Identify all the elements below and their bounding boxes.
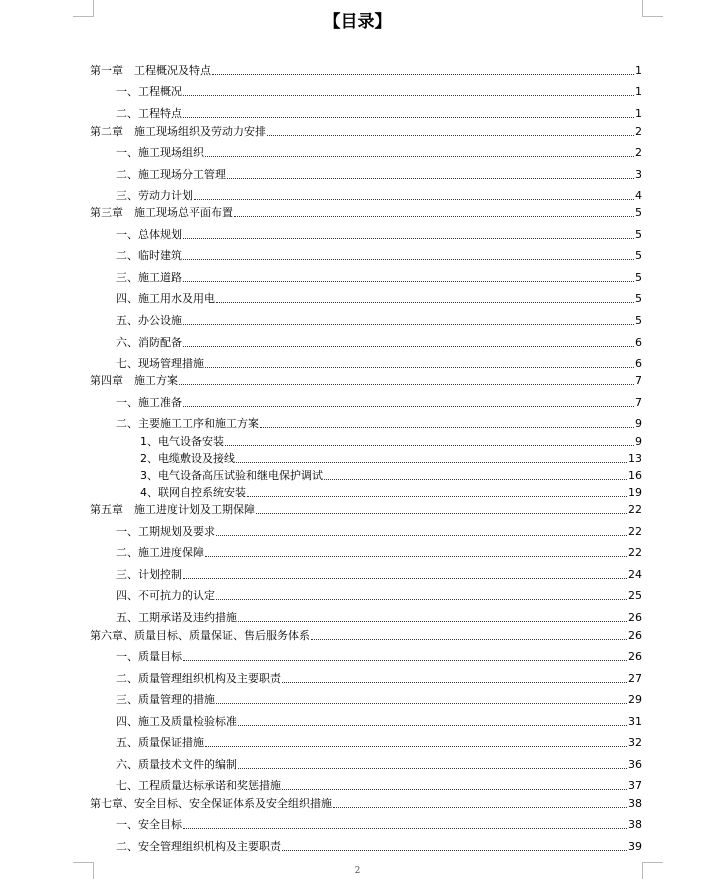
toc-entry-page: 22 <box>628 503 642 516</box>
toc-dot-leader <box>311 639 627 640</box>
toc-dot-leader <box>236 462 627 463</box>
toc-entry-label: 二、工程特点 <box>116 107 182 120</box>
toc-dot-leader <box>205 746 627 747</box>
toc-entry-page: 25 <box>628 589 642 602</box>
toc-dot-leader <box>282 789 627 790</box>
toc-dot-leader <box>333 807 627 808</box>
toc-entry-label: 四、施工用水及用电 <box>116 292 215 305</box>
toc-entry-label: 4、联网自控系统安装 <box>140 486 246 499</box>
toc-entry-label: 二、质量管理组织机构及主要职责 <box>116 672 281 685</box>
toc-entry-label: 三、质量管理的措施 <box>116 693 215 706</box>
toc-title: 【目录】 <box>323 12 392 32</box>
toc-entry-page: 6 <box>635 357 642 370</box>
toc-entry[interactable] <box>116 83 642 99</box>
toc-dot-leader <box>247 496 627 497</box>
toc-dot-leader <box>267 135 634 136</box>
toc-entry-label: 三、劳动力计划 <box>116 189 193 202</box>
toc-entry-page: 22 <box>628 546 642 559</box>
toc-entry-page: 31 <box>628 715 642 728</box>
toc-entry-label: 一、工期规划及要求 <box>116 525 215 538</box>
toc-entry-label: 七、工程质量达标承诺和奖惩措施 <box>116 779 281 792</box>
toc-entry[interactable] <box>116 691 642 707</box>
toc-entry-label: 第四章 施工方案 <box>90 374 178 387</box>
toc-entry-page: 39 <box>628 840 642 853</box>
toc-entry-page: 4 <box>635 189 642 202</box>
toc-dot-leader <box>225 445 634 446</box>
toc-entry-page: 37 <box>628 779 642 792</box>
toc-entry-label: 三、计划控制 <box>116 568 182 581</box>
toc-entry-label: 一、施工准备 <box>116 396 182 409</box>
toc-dot-leader <box>183 660 627 661</box>
toc-entry-page: 19 <box>628 486 642 499</box>
toc-dot-leader <box>205 556 627 557</box>
toc-entry-page: 36 <box>628 758 642 771</box>
toc-dot-leader <box>216 599 627 600</box>
toc-dot-leader <box>183 281 634 282</box>
toc-entry-page: 32 <box>628 736 642 749</box>
toc-entry[interactable] <box>116 394 642 410</box>
toc-entry-label: 四、不可抗力的认定 <box>116 589 215 602</box>
toc-entry[interactable] <box>90 123 642 139</box>
toc-entry-page: 5 <box>635 206 642 219</box>
toc-entry-label: 一、安全目标 <box>116 818 182 831</box>
toc-entry[interactable] <box>116 290 642 306</box>
toc-dot-leader <box>216 535 627 536</box>
toc-entry-page: 9 <box>635 435 642 448</box>
toc-entry[interactable] <box>116 816 642 832</box>
toc-dot-leader <box>227 178 634 179</box>
toc-entry-page: 38 <box>628 818 642 831</box>
toc-entry-label: 一、施工现场组织 <box>116 146 204 159</box>
toc-entry-label: 3、电气设备高压试验和继电保护调试 <box>140 469 323 482</box>
toc-entry-label: 第一章 工程概况及特点 <box>90 64 211 77</box>
toc-entry[interactable] <box>116 566 642 582</box>
toc-entry-page: 5 <box>635 249 642 262</box>
toc-entry-page: 16 <box>628 469 642 482</box>
toc-entry-page: 24 <box>628 568 642 581</box>
toc-dot-leader <box>179 384 634 385</box>
toc-entry[interactable] <box>116 587 642 603</box>
toc-entry[interactable] <box>90 795 642 811</box>
toc-entry-page: 38 <box>628 797 642 810</box>
toc-dot-leader <box>183 117 634 118</box>
toc-entry[interactable] <box>116 334 642 350</box>
toc-entry[interactable] <box>116 670 642 686</box>
toc-dot-leader <box>183 259 634 260</box>
toc-entry[interactable] <box>90 204 642 220</box>
toc-dot-leader <box>282 850 627 851</box>
toc-entry-label: 二、施工进度保障 <box>116 546 204 559</box>
toc-dot-leader <box>183 406 634 407</box>
toc-entry-page: 2 <box>635 146 642 159</box>
toc-entry[interactable] <box>116 713 642 729</box>
toc-dot-leader <box>216 703 627 704</box>
toc-entry-label: 六、消防配备 <box>116 336 182 349</box>
toc-entry[interactable] <box>116 648 642 664</box>
toc-entry-label: 第二章 施工现场组织及劳动力安排 <box>90 125 266 138</box>
toc-entry[interactable] <box>140 450 642 466</box>
toc-entry-page: 5 <box>635 292 642 305</box>
toc-entry-label: 五、质量保证措施 <box>116 736 204 749</box>
toc-entry-page: 26 <box>628 629 642 642</box>
toc-entry[interactable] <box>90 501 642 517</box>
toc-entry[interactable] <box>116 247 642 263</box>
toc-dot-leader <box>183 238 634 239</box>
toc-entry-label: 1、电气设备安装 <box>140 435 224 448</box>
toc-entry-page: 13 <box>628 452 642 465</box>
toc-entry[interactable] <box>90 372 642 388</box>
toc-entry[interactable] <box>116 756 642 772</box>
toc-entry-page: 1 <box>635 64 642 77</box>
toc-entry-label: 七、现场管理措施 <box>116 357 204 370</box>
toc-entry-label: 五、办公设施 <box>116 314 182 327</box>
toc-entry[interactable] <box>116 166 642 182</box>
toc-dot-leader <box>212 74 634 75</box>
toc-entry-label: 二、主要施工工序和施工方案 <box>116 417 259 430</box>
toc-entry[interactable] <box>116 777 642 793</box>
toc-entry[interactable] <box>140 467 642 483</box>
toc-entry[interactable] <box>116 609 642 625</box>
toc-entry-page: 26 <box>628 650 642 663</box>
toc-entry-page: 26 <box>628 611 642 624</box>
toc-entry-label: 五、工期承诺及违约措施 <box>116 611 237 624</box>
toc-entry-page: 9 <box>635 417 642 430</box>
toc-entry[interactable] <box>116 415 642 431</box>
toc-dot-leader <box>282 682 627 683</box>
toc-dot-leader <box>183 578 627 579</box>
toc-dot-leader <box>324 479 627 480</box>
toc-entry-page: 2 <box>635 125 642 138</box>
toc-dot-leader <box>260 427 634 428</box>
toc-entry-page: 22 <box>628 525 642 538</box>
toc-dot-leader <box>256 513 627 514</box>
toc-dot-leader <box>238 725 627 726</box>
toc-entry-label: 第五章 施工进度计划及工期保障 <box>90 503 255 516</box>
toc-entry[interactable] <box>90 627 642 643</box>
toc-entry[interactable] <box>116 144 642 160</box>
toc-dot-leader <box>183 324 634 325</box>
toc-entry-page: 1 <box>635 85 642 98</box>
toc-entry-label: 三、施工道路 <box>116 271 182 284</box>
toc-entry[interactable] <box>140 433 642 449</box>
toc-entry-page: 5 <box>635 271 642 284</box>
toc-entry[interactable] <box>116 269 642 285</box>
page-number: 2 <box>354 866 361 876</box>
toc-entry-label: 一、质量目标 <box>116 650 182 663</box>
toc-entry[interactable] <box>116 355 642 371</box>
toc-dot-leader <box>183 346 634 347</box>
toc-dot-leader <box>205 367 634 368</box>
toc-entry[interactable] <box>116 523 642 539</box>
toc-entry[interactable] <box>116 105 642 121</box>
toc-entry[interactable] <box>90 62 642 78</box>
toc-entry[interactable] <box>116 187 642 203</box>
toc-entry[interactable] <box>116 226 642 242</box>
toc-dot-leader <box>238 768 627 769</box>
toc-entry-label: 二、施工现场分工管理 <box>116 168 226 181</box>
toc-entry[interactable] <box>116 734 642 750</box>
toc-entry-page: 29 <box>628 693 642 706</box>
toc-dot-leader <box>205 156 634 157</box>
toc-entry-label: 第七章、安全目标、安全保证体系及安全组织措施 <box>90 797 332 810</box>
toc-entry-label: 二、安全管理组织机构及主要职责 <box>116 840 281 853</box>
toc-entry-label: 一、总体规划 <box>116 228 182 241</box>
toc-entry[interactable] <box>116 838 642 854</box>
toc-entry-page: 5 <box>635 314 642 327</box>
toc-entry-label: 第三章 施工现场总平面布置 <box>90 206 233 219</box>
toc-entry-label: 2、电缆敷设及接线 <box>140 452 235 465</box>
toc-entry-label: 四、施工及质量检验标准 <box>116 715 237 728</box>
toc-entry[interactable] <box>116 312 642 328</box>
toc-dot-leader <box>183 95 634 96</box>
toc-entry-label: 六、质量技术文件的编制 <box>116 758 237 771</box>
toc-entry-label: 第六章、质量目标、质量保证、售后服务体系 <box>90 629 310 642</box>
toc-dot-leader <box>234 216 634 217</box>
toc-entry[interactable] <box>116 544 642 560</box>
toc-entry-page: 7 <box>635 396 642 409</box>
toc-entry-page: 6 <box>635 336 642 349</box>
toc-entry-page: 3 <box>635 168 642 181</box>
toc-entry-page: 7 <box>635 374 642 387</box>
toc-dot-leader <box>183 828 627 829</box>
toc-dot-leader <box>238 621 627 622</box>
toc-entry-label: 一、工程概况 <box>116 85 182 98</box>
toc-entry-page: 27 <box>628 672 642 685</box>
toc-entry-page: 5 <box>635 228 642 241</box>
toc-entry-page: 1 <box>635 107 642 120</box>
toc-dot-leader <box>194 199 634 200</box>
toc-dot-leader <box>216 302 634 303</box>
toc-entry[interactable] <box>140 484 642 500</box>
toc-entry-label: 二、临时建筑 <box>116 249 182 262</box>
